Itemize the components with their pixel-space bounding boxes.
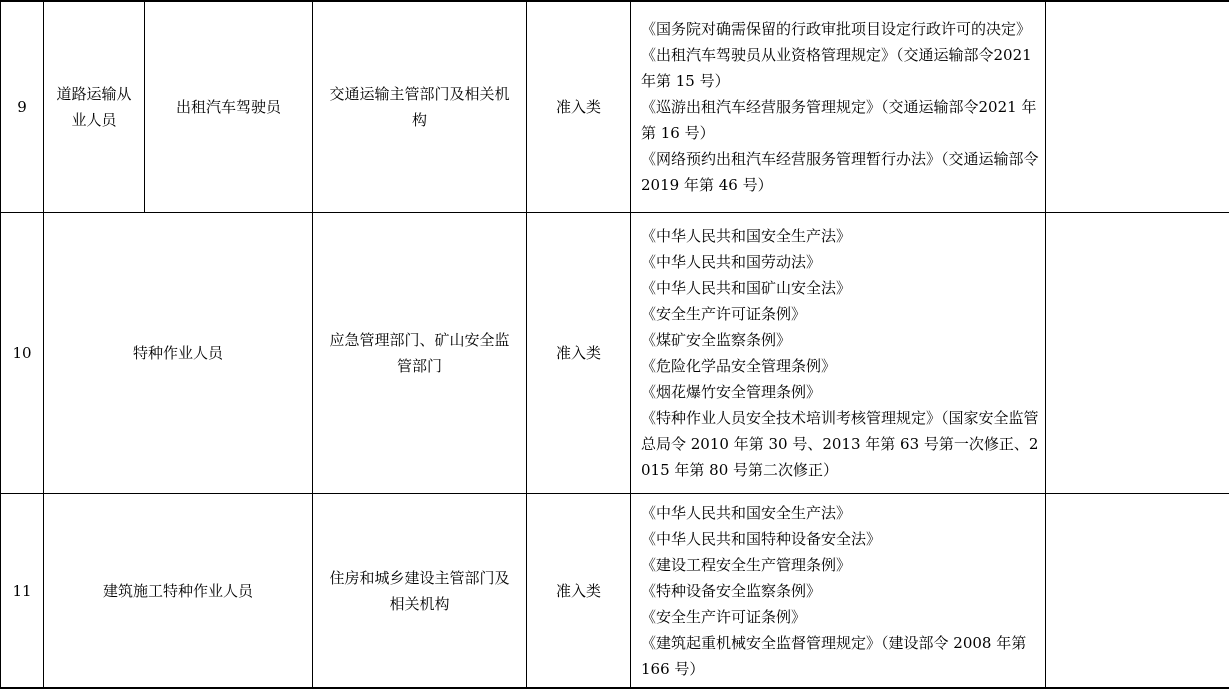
table-row bbox=[1, 494, 1229, 689]
law-item: 《安全生产许可证条例》 bbox=[641, 604, 1039, 630]
authority-cell: 应急管理部门、矿山安全监管部门 bbox=[313, 213, 527, 494]
row-number: 10 bbox=[1, 213, 44, 494]
law-item: 《中华人民共和国特种设备安全法》 bbox=[641, 526, 1039, 552]
law-item: 《中华人民共和国劳动法》 bbox=[641, 249, 1039, 275]
law-item: 《烟花爆竹安全管理条例》 bbox=[641, 379, 1039, 405]
authority-cell: 交通运输主管部门及相关机构 bbox=[313, 1, 527, 213]
law-item: 《中华人民共和国矿山安全法》 bbox=[641, 275, 1039, 301]
law-item: 《国务院对确需保留的行政审批项目设定行政许可的决定》 bbox=[641, 16, 1039, 42]
law-item: 《特种设备安全监察条例》 bbox=[641, 578, 1039, 604]
law-item: 《中华人民共和国安全生产法》 bbox=[641, 223, 1039, 249]
row-number: 11 bbox=[1, 494, 44, 689]
law-item: 《网络预约出租汽车经营服务管理暂行办法》（交通运输部令 2019 年第 46 号） bbox=[641, 146, 1039, 198]
type-cell: 准入类 bbox=[527, 213, 631, 494]
law-item: 《特种作业人员安全技术培训考核管理规定》（国家安全监管总局令 2010 年第 30 号、2013 年第 63 号第一次修正、2015 年第 80 号第二次修正） bbox=[641, 405, 1039, 483]
type-cell: 准入类 bbox=[527, 494, 631, 689]
law-item: 《安全生产许可证条例》 bbox=[641, 301, 1039, 327]
basis-cell bbox=[631, 1, 1046, 213]
authority-cell: 住房和城乡建设主管部门及相关机构 bbox=[313, 494, 527, 689]
basis-cell bbox=[631, 213, 1046, 494]
name-cell: 建筑施工特种作业人员 bbox=[44, 494, 313, 689]
row-number: 9 bbox=[1, 1, 44, 213]
category-cell: 道路运输从业人员 bbox=[44, 1, 145, 213]
table-row bbox=[1, 1, 1229, 213]
law-item: 《巡游出租汽车经营服务管理规定》（交通运输部令2021 年第 16 号） bbox=[641, 94, 1039, 146]
basis-cell bbox=[631, 494, 1046, 689]
name-cell: 出租汽车驾驶员 bbox=[145, 1, 313, 213]
law-item: 《危险化学品安全管理条例》 bbox=[641, 353, 1039, 379]
remark-cell bbox=[1046, 1, 1229, 213]
law-item: 《中华人民共和国安全生产法》 bbox=[641, 500, 1039, 526]
law-item: 《煤矿安全监察条例》 bbox=[641, 327, 1039, 353]
name-cell: 特种作业人员 bbox=[44, 213, 313, 494]
law-item: 《建筑起重机械安全监督管理规定》（建设部令 2008 年第 166 号） bbox=[641, 630, 1039, 682]
law-item: 《建设工程安全生产管理条例》 bbox=[641, 552, 1039, 578]
remark-cell bbox=[1046, 213, 1229, 494]
law-item: 《出租汽车驾驶员从业资格管理规定》（交通运输部令2021 年第 15 号） bbox=[641, 42, 1039, 94]
type-cell: 准入类 bbox=[527, 1, 631, 213]
remark-cell bbox=[1046, 494, 1229, 689]
table-row bbox=[1, 213, 1229, 494]
